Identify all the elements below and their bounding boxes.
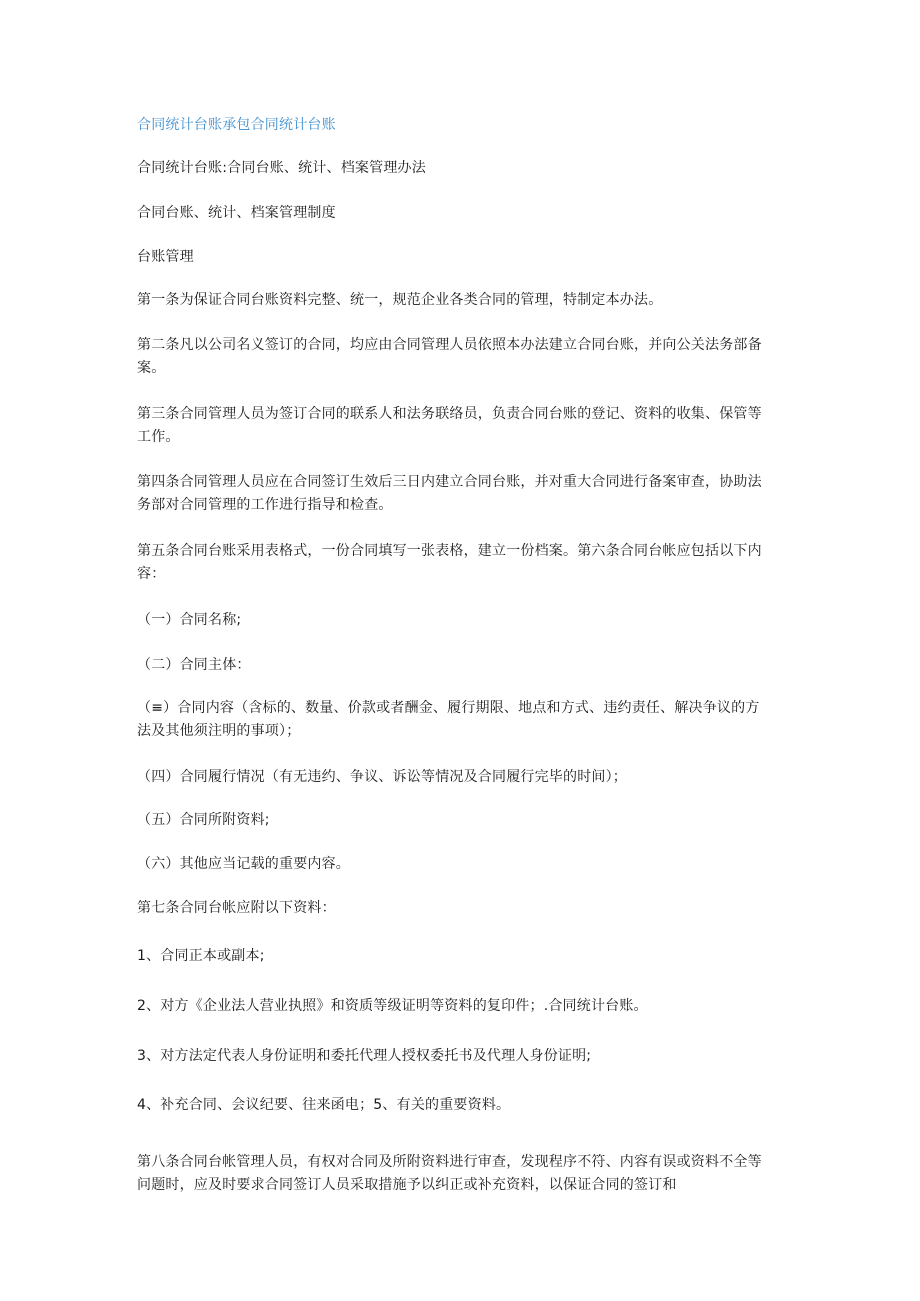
paragraph-article-4: 第四条合同管理人员应在合同签订生效后三日内建立合同台账，并对重大合同进行备案审查，协助法务部对合同管理的工作进行指导和检查。 [137, 474, 762, 513]
list-item-5: （五）合同所附资料; [137, 812, 270, 828]
list-item-6: （六）其他应当记载的重要内容。 [137, 856, 350, 872]
paragraph-article-7: 第七条合同台帐应附以下资料： [137, 900, 336, 916]
paragraph-heading-system: 合同台账、统计、档案管理制度 [137, 205, 336, 221]
paragraph-article-2: 第二条凡以公司名义签订的合同，均应由合同管理人员依照本办法建立合同台账，并向公关法务部备案。 [137, 337, 762, 376]
attachment-item-1: 1、合同正本或副本; [137, 948, 265, 964]
paragraph-article-5-6: 第五条合同台账采用表格式，一份合同填写一张表格，建立一份档案。第六条合同台帐应包括以下内容： [137, 543, 762, 582]
attachment-item-3: 3、对方法定代表人身份证明和委托代理人授权委托书及代理人身份证明; [137, 1048, 592, 1064]
list-item-1: （一）合同名称; [137, 612, 242, 628]
paragraph-article-1: 第一条为保证合同台账资料完整、统一，规范企业各类合同的管理，特制定本办法。 [137, 292, 663, 308]
paragraph-article-8: 第八条合同台帐管理人员，有权对合同及所附资料进行审查，发现程序不符、内容有误或资料不全等问题时，应及时要求合同签订人员采取措施予以纠正或补充资料，以保证合同的签订和 [137, 1154, 762, 1193]
list-item-2: （二）合同主体： [137, 657, 251, 673]
document-title: 合同统计台账承包合同统计台账 [137, 117, 336, 133]
list-item-3: （≡）合同内容（含标的、数量、价款或者酬金、履行期限、地点和方式、违约责任、解决争议的方法及其他须注明的事项）； [137, 700, 760, 739]
list-item-4: （四）合同履行情况（有无违约、争议、诉讼等情况及合同履行完毕的时间）； [137, 769, 627, 785]
paragraph-heading-ledger: 台账管理 [137, 249, 194, 265]
paragraph-subtitle: 合同统计台账:合同台账、统计、档案管理办法 [137, 160, 426, 176]
paragraph-article-3: 第三条合同管理人员为签订合同的联系人和法务联络员，负责合同台账的登记、资料的收集、保管等工作。 [137, 406, 762, 445]
attachment-item-2: 2、对方《企业法人营业执照》和资质等级证明等资料的复印件；.合同统计台账。 [137, 998, 648, 1014]
attachment-item-4-5: 4、补充合同、会议纪要、往来函电；5、有关的重要资料。 [137, 1097, 511, 1113]
